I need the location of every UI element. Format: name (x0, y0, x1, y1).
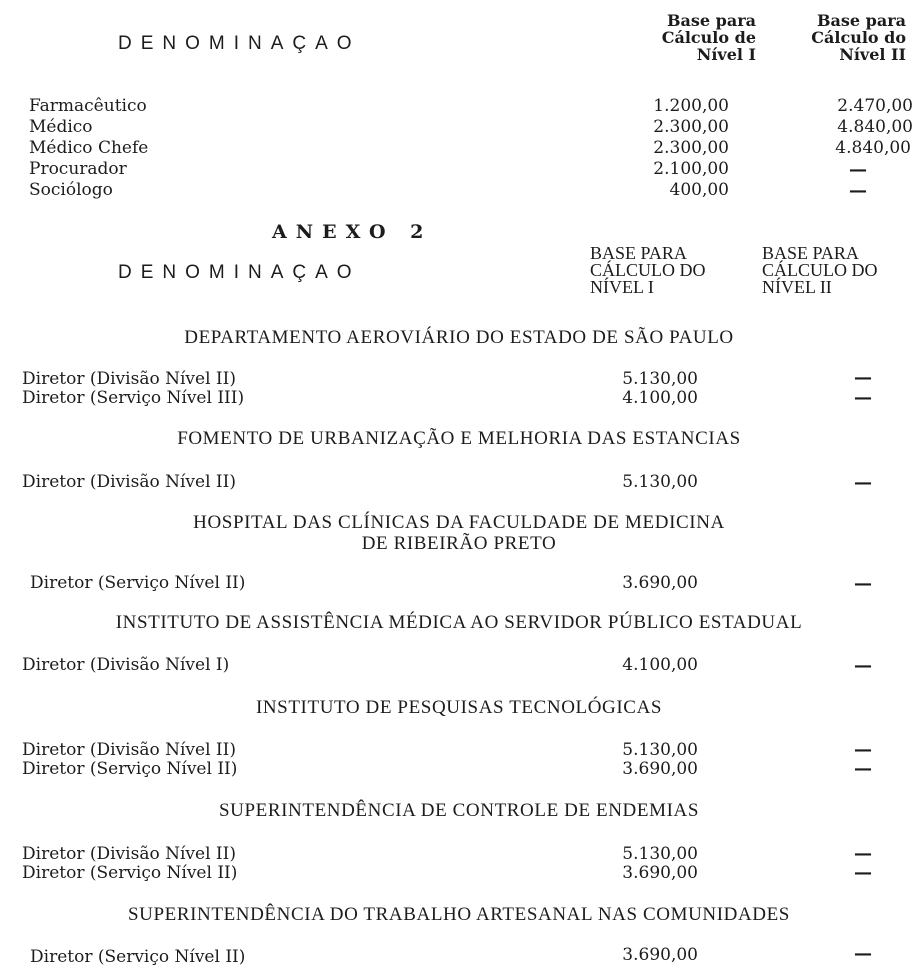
director-row-nivel2: — (854, 943, 872, 964)
director-row-name: Diretor (Serviço Nível II) (30, 947, 246, 967)
section-title: INSTITUTO DE ASSISTÊNCIA MÉDICA AO SERVIDOR PÚBLICO ESTADUAL (115, 612, 803, 633)
director-row-nivel1: 5.130,00 (622, 740, 698, 760)
annex1-row-nivel2: 4.840,00 (837, 117, 913, 137)
annex2-col1-header: BASE PARA CÁLCULO DO NÍVEL I (590, 243, 706, 297)
director-row-nivel2: — (854, 843, 872, 864)
section-subtitle: DE RIBEIRÃO PRETO (361, 533, 557, 554)
section-title: SUPERINTENDÊNCIA DO TRABALHO ARTESANAL NAS COMUNIDADES (128, 904, 790, 925)
director-row-nivel2: — (854, 739, 872, 760)
director-row-name: Diretor (Serviço Nível II) (30, 573, 246, 593)
section-title: SUPERINTENDÊNCIA DE CONTROLE DE ENDEMIAS (219, 800, 699, 821)
director-row-name: Diretor (Divisão Nível I) (22, 655, 230, 675)
director-row-nivel1: 4.100,00 (622, 655, 698, 675)
director-row-nivel2: — (854, 573, 872, 594)
director-row-nivel1: 3.690,00 (622, 759, 698, 779)
annex1-row-name: Farmacêutico (29, 96, 147, 116)
director-row-name: Diretor (Serviço Nível II) (22, 759, 238, 779)
director-row-name: Diretor (Divisão Nível II) (22, 369, 236, 389)
director-row-nivel1: 3.690,00 (622, 863, 698, 883)
annex1-row-nivel2: — (849, 180, 867, 201)
annex1-row-nivel2: 2.470,00 (837, 96, 913, 116)
director-row-nivel1: 5.130,00 (622, 844, 698, 864)
annex2-col2-header: BASE PARA CÁLCULO DO NÍVEL II (762, 243, 878, 297)
annex1-row-nivel2: 4.840,00 (835, 138, 911, 158)
director-row-nivel1: 5.130,00 (622, 369, 698, 389)
section-title: INSTITUTO DE PESQUISAS TECNOLÓGICAS (255, 697, 663, 718)
director-row-name: Diretor (Divisão Nível II) (22, 472, 236, 492)
director-row-nivel2: — (854, 862, 872, 883)
director-row-name: Diretor (Divisão Nível II) (22, 740, 236, 760)
director-row-name: Diretor (Serviço Nível II) (22, 863, 238, 883)
annex1-row-nivel1: 2.100,00 (653, 159, 729, 179)
annex1-col1-header: Base para Cálculo de Nível I (661, 11, 756, 64)
annex1-row-nivel1: 400,00 (669, 180, 729, 200)
director-row-nivel2: — (854, 758, 872, 779)
annex1-denomination-header: DENOMINAÇAO (118, 33, 361, 54)
annex1-row-nivel1: 2.300,00 (653, 138, 729, 158)
director-row-nivel1: 5.130,00 (622, 472, 698, 492)
annex1-col2-header: Base para Cálculo do Nível II (811, 11, 906, 64)
director-row-nivel1: 3.690,00 (622, 945, 698, 965)
annex2-title: ANEXO 2 (272, 221, 433, 243)
director-row-nivel2: — (854, 472, 872, 493)
section-title: FOMENTO DE URBANIZAÇÃO E MELHORIA DAS ESTANCIAS (177, 428, 741, 449)
annex1-row-name: Médico Chefe (29, 138, 149, 158)
section-title: DEPARTAMENTO AEROVIÁRIO DO ESTADO DE SÃO PAULO (184, 327, 734, 348)
director-row-nivel2: — (854, 387, 872, 408)
annex1-row-nivel2: — (849, 159, 867, 180)
director-row-name: Diretor (Divisão Nível II) (22, 844, 236, 864)
annex2-denomination-header: DENOMINAÇAO (118, 262, 361, 283)
annex1-row-name: Sociólogo (29, 180, 113, 200)
annex1-row-name: Médico (29, 117, 93, 137)
annex1-row-nivel1: 1.200,00 (653, 96, 729, 116)
director-row-nivel2: — (854, 367, 872, 388)
director-row-nivel2: — (854, 655, 872, 676)
section-title: HOSPITAL DAS CLÍNICAS DA FACULDADE DE MEDICINA (193, 512, 725, 533)
annex1-row-nivel1: 2.300,00 (653, 117, 729, 137)
annex1-row-name: Procurador (29, 159, 127, 179)
director-row-nivel1: 3.690,00 (622, 573, 698, 593)
director-row-name: Diretor (Serviço Nível III) (22, 388, 245, 408)
director-row-nivel1: 4.100,00 (622, 388, 698, 408)
